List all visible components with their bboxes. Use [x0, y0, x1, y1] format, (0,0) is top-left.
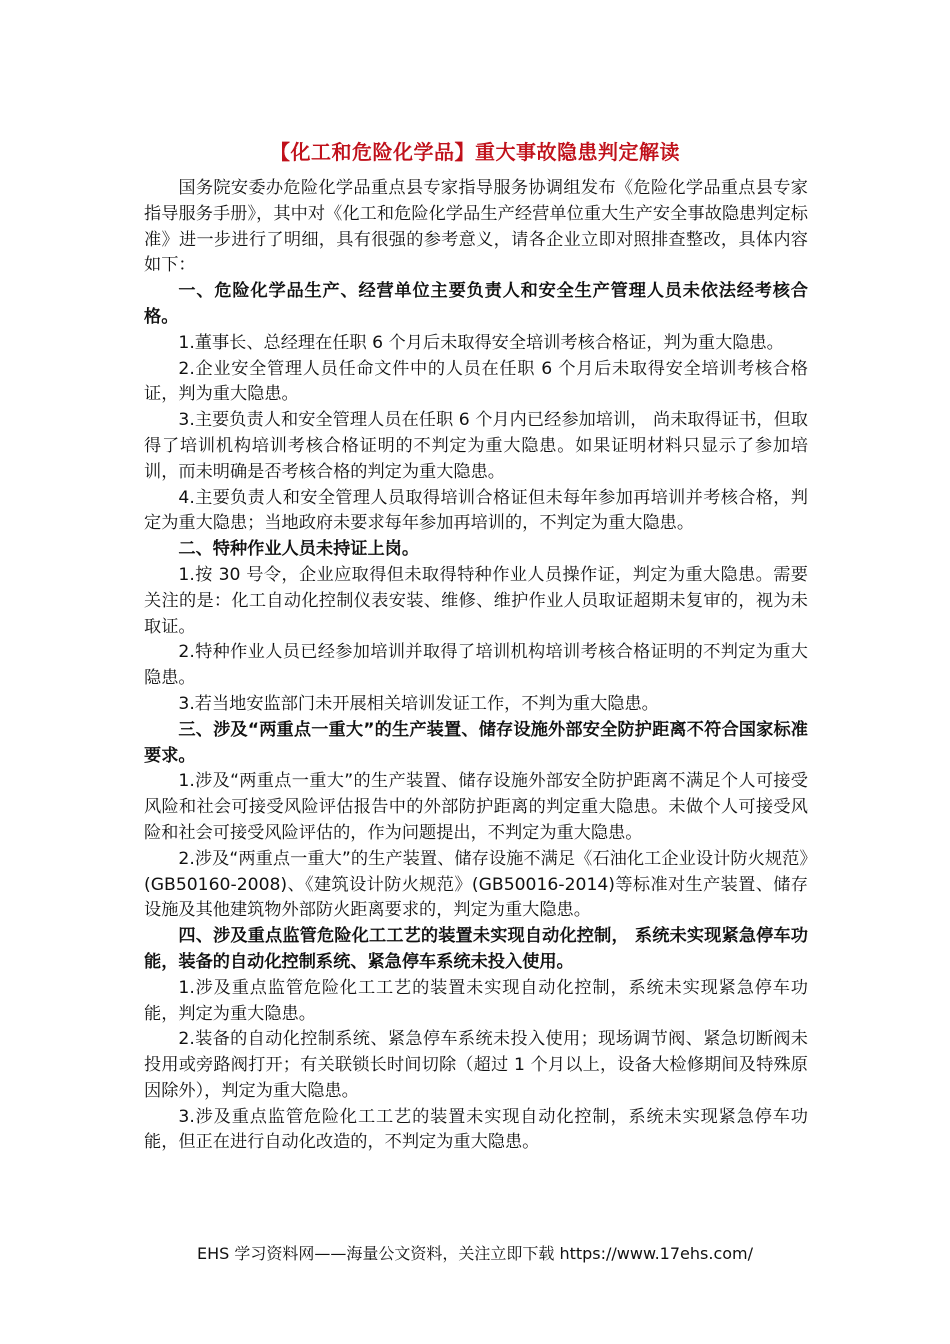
- section-4-item-1: 1.涉及重点监管危险化工工艺的装置未实现自动化控制，系统未实现紧急停车功能，判定为重大隐患。: [144, 977, 808, 1024]
- document-title: 【化工和危险化学品】重大事故隐患判定解读: [270, 140, 680, 164]
- intro-paragraph: 国务院安委办危险化学品重点县专家指导服务协调组发布《危险化学品重点县专家指导服务手册》，其中对《化工和危险化学品生产经营单位重大生产安全事故隐患判定标准》进一步进行了明细，具有很强的参考意义，请各企业立即对照排查整改，具体内容如下：: [144, 178, 808, 276]
- footer-text: EHS 学习资料网——海量公文资料，关注立即下载 https://www.17ehs.com/: [196, 1244, 754, 1263]
- section-1-item-1: 1.董事长、总经理在任职 6 个月后未取得安全培训考核合格证，判为重大隐患。: [178, 332, 784, 353]
- section-2-item-1: 1.按 30 号令，企业应取得但未取得特种作业人员操作证，判定为重大隐患。需要关注的是：化工自动化控制仪表安装、维修、维护作业人员取证超期未复审的，视为未取证。: [144, 564, 808, 637]
- section-3-item-1: 1.涉及“两重点一重大”的生产装置、储存设施外部安全防护距离不满足个人可接受风险和社会可接受风险评估报告中的外部防护距离的判定重大隐患。未做个人可接受风险和社会可接受风险评估的，作为问题提出，不判定为重大隐患。: [144, 771, 808, 843]
- section-2-item-2: 2.特种作业人员已经参加培训并取得了培训机构培训考核合格证明的不判定为重大隐患。: [144, 642, 808, 689]
- document-body: [144, 176, 808, 1156]
- section-2-item-3: 3.若当地安监部门未开展相关培训发证工作，不判为重大隐患。: [178, 693, 659, 714]
- section-3-item-2: 2.涉及“两重点一重大”的生产装置、储存设施不满足《石油化工企业设计防火规范》(GB50160-2008)、《建筑设计防火规范》(GB50016-2014)等标准对生产装置、储存设施及其他建筑物外部防火距离要求的，判定为重大隐患。: [144, 848, 808, 921]
- section-heading-3: 三、涉及“两重点一重大”的生产装置、储存设施外部安全防护距离不符合国家标准要求。: [144, 719, 808, 766]
- section-4-item-3: 3.涉及重点监管危险化工工艺的装置未实现自动化控制，系统未实现紧急停车功能，但正在进行自动化改造的，不判定为重大隐患。: [144, 1106, 808, 1153]
- section-heading-4: 四、涉及重点监管危险化工工艺的装置未实现自动化控制， 系统未实现紧急停车功能，装备的自动化控制系统、紧急停车系统未投入使用。: [144, 926, 808, 972]
- section-1-item-4: 4.主要负责人和安全管理人员取得培训合格证但未每年参加再培训并考核合格，判定为重大隐患；当地政府未要求每年参加再培训的，不判定为重大隐患。: [144, 487, 808, 534]
- section-1-item-2: 2.企业安全管理人员任命文件中的人员在任职 6 个月后未取得安全培训考核合格证，判为重大隐患。: [144, 358, 808, 405]
- section-heading-1: 一、危险化学品生产、经营单位主要负责人和安全生产管理人员未依法经考核合格。: [144, 281, 808, 327]
- section-4-item-2: 2.装备的自动化控制系统、紧急停车系统未投入使用；现场调节阀、紧急切断阀未投用或旁路阀打开；有关联锁长时间切除（超过 1 个月以上，设备大检修期间及特殊原因除外），判定为重大隐患。: [144, 1029, 808, 1101]
- section-heading-2: 二、特种作业人员未持证上岗。: [178, 539, 420, 560]
- section-1-item-3: 3.主要负责人和安全管理人员在任职 6 个月内已经参加培训， 尚未取得证书，但取得了培训机构培训考核合格证明的不判定为重大隐患。如果证明材料只显示了参加培训，而未明确是否考核合格的判定为重大隐患。: [144, 410, 808, 482]
